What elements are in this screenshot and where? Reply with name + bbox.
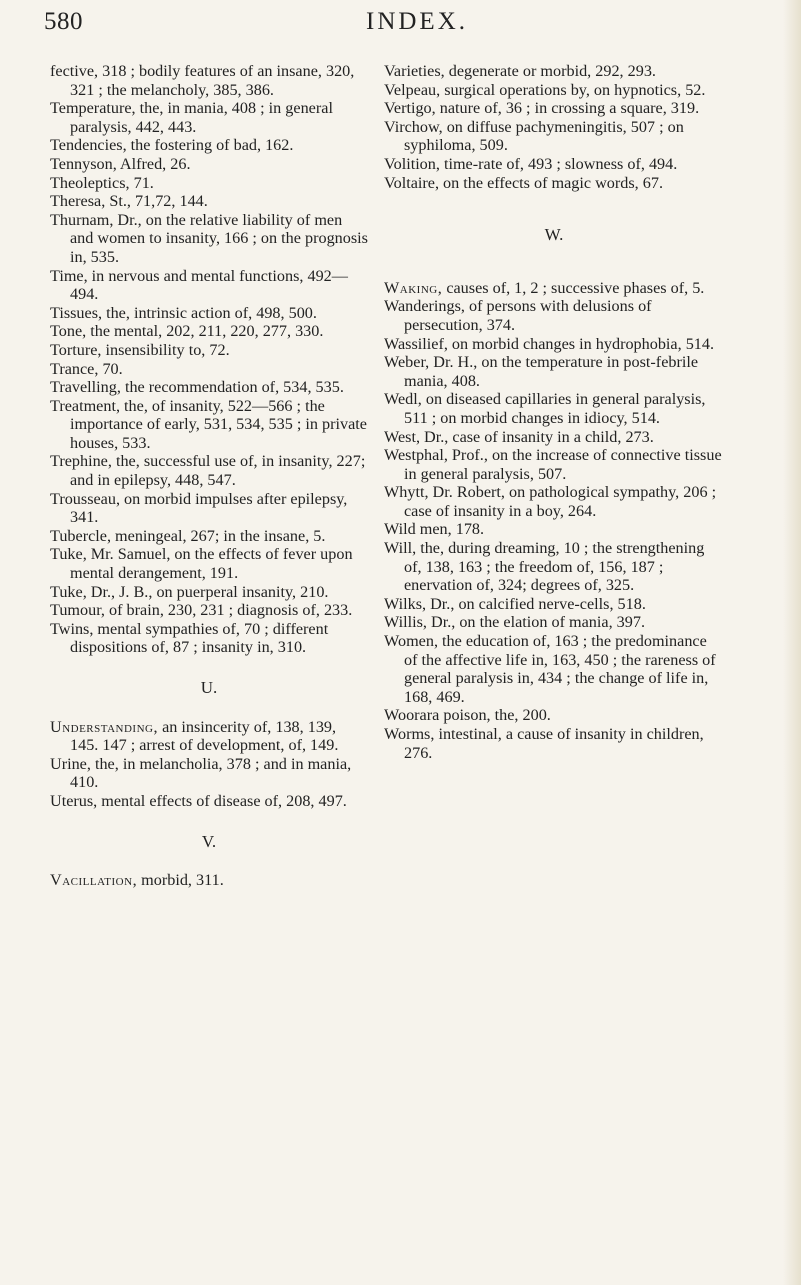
entry-text: an insincerity of, 138, 139, 145. 147 ; arrest of development, of, 149. (70, 717, 339, 755)
letter-heading: W. (544, 225, 564, 245)
index-entry: Wild men, 178. (384, 520, 485, 539)
index-entry: Tendencies, the fostering of bad, 162. (50, 136, 294, 155)
index-entry: Tissues, the, intrinsic action of, 498, 500. (50, 303, 317, 322)
index-entry: Volition, time-rate of, 493 ; slowness of, 494. (384, 154, 678, 173)
letter-heading: V. (201, 831, 217, 851)
index-entry: Travelling, the recommendation of, 534, 535. (50, 378, 344, 397)
index-entry: Worms, intestinal, a cause of insanity in children, 276. (384, 725, 704, 762)
index-entry: Whytt, Dr. Robert, on pathological sympathy, 206 ; case of insanity in a boy, 264. (384, 483, 717, 520)
index-entry: Urine, the, in melancholia, 378 ; and in mania, 410. (50, 754, 352, 792)
index-entry: Twins, mental sympathies of, 70 ; different dispositions of, 87 ; insanity in, 310. (50, 619, 329, 657)
index-entry: West, Dr., case of insanity in a child, 273. (384, 427, 654, 446)
index-entry: Vertigo, nature of, 36 ; in crossing a square, 319. (384, 99, 700, 118)
index-entry: Virchow, on diffuse pachymeningitis, 507 ; on syphiloma, 509. (384, 117, 684, 155)
index-entry: Wassilief, on morbid changes in hydrophobia, 514. (384, 334, 715, 353)
entry-lead-word: Waking, (384, 278, 443, 297)
index-entry: fective, 318 ; bodily features of an insane, 320, 321 ; the melancholy, 385, 386. (50, 62, 355, 99)
index-entry: Theoleptics, 71. (50, 173, 154, 192)
index-entry: Time, in nervous and mental functions, 492—494. (50, 266, 348, 304)
entry-text: morbid, 311. (137, 871, 224, 890)
index-entry (384, 279, 724, 298)
left-index-column (50, 62, 368, 890)
index-entry: Torture, insensibility to, 72. (50, 340, 230, 359)
index-entry: Will, the, during dreaming, 10 ; the strengthening of, 138, 163 ; the freedom of, 156, 187 ; enervation of, 324; degrees of, 325. (384, 539, 705, 595)
index-entry: Tubercle, meningeal, 267; in the insane, 5. (50, 526, 326, 545)
page-header (0, 4, 801, 46)
index-entry: Theresa, St., 71,72, 144. (50, 192, 208, 211)
index-entry (50, 871, 368, 890)
index-entry: Treatment, the, of insanity, 522—566 ; the importance of early, 531, 534, 535 ; in private houses, 533. (50, 396, 367, 452)
entry-lead-word: Understanding, (50, 717, 159, 736)
letter-heading: U. (200, 678, 218, 697)
index-entry: Wilks, Dr., on calcified nerve-cells, 518. (384, 594, 646, 613)
index-entry (50, 718, 368, 755)
index-entry: Voltaire, on the effects of magic words, 67. (384, 173, 664, 192)
index-entry: Thurnam, Dr., on the relative liability of men and women to insanity, 166 ; on the prognosis in, 535. (50, 210, 368, 266)
index-entry: Tennyson, Alfred, 26. (50, 154, 191, 173)
index-entry: Uterus, mental effects of disease of, 208, 497. (50, 791, 347, 810)
right-index-column (384, 62, 724, 762)
index-entry: Wedl, on diseased capillaries in general paralysis, 511 ; on morbid changes in idiocy, 514. (384, 390, 706, 427)
index-entry: Women, the education of, 163 ; the predominance of the affective life in, 163, 450 ; the rareness of general paralysis in, 434 ; the change of life in, 168, 469. (384, 632, 716, 706)
index-entry: Weber, Dr. H., on the temperature in post-febrile mania, 408. (384, 353, 699, 390)
page-edge-shadow (783, 0, 801, 1285)
index-entry: Trance, 70. (50, 359, 123, 378)
index-entry: Westphal, Prof., on the increase of connective tissue in general paralysis, 507. (384, 446, 722, 483)
index-entry: Wanderings, of persons with delusions of persecution, 374. (384, 297, 652, 334)
index-entry: Trousseau, on morbid impulses after epilepsy, 341. (50, 489, 348, 527)
index-entry: Woorara poison, the, 200. (384, 706, 551, 725)
index-entry: Tuke, Dr., J. B., on puerperal insanity, 210. (50, 582, 329, 601)
entry-lead-word: Vacillation, (50, 871, 138, 890)
index-entry: Tone, the mental, 202, 211, 220, 277, 330. (50, 322, 324, 341)
index-entry: Temperature, the, in mania, 408 ; in general paralysis, 442, 443. (50, 99, 333, 136)
index-entry: Trephine, the, successful use of, in insanity, 227; and in epilepsy, 448, 547. (50, 452, 366, 490)
index-entry: Tumour, of brain, 230, 231 ; diagnosis of, 233. (50, 601, 353, 620)
index-entry: Velpeau, surgical operations by, on hypnotics, 52. (384, 80, 706, 99)
index-entry: Willis, Dr., on the elation of mania, 397. (384, 613, 645, 632)
entry-text: causes of, 1, 2 ; successive phases of, 5. (442, 278, 705, 297)
running-title: INDEX. (366, 8, 469, 35)
index-entry: Tuke, Mr. Samuel, on the effects of fever upon mental derangement, 191. (50, 545, 353, 583)
page-number: 580 (44, 8, 83, 35)
index-entry: Varieties, degenerate or morbid, 292, 293. (384, 62, 656, 80)
